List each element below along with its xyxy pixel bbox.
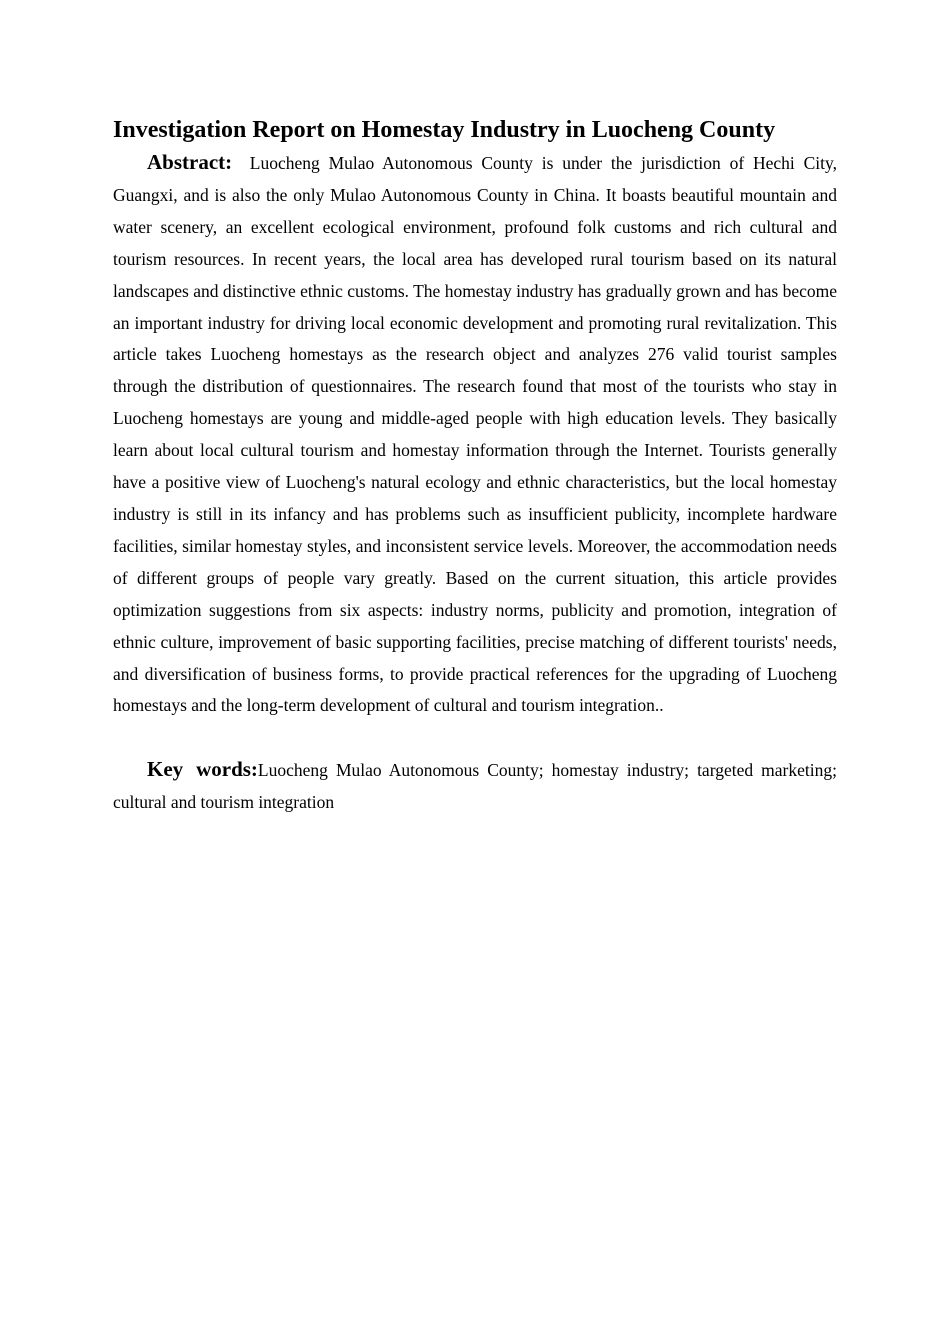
abstract-text: Luocheng Mulao Autonomous County is under the jurisdiction of Hechi City, Guangxi, and is also the only Mulao Autonomous County in China. It boasts beautiful mountain and water scenery, an excellent ecological environment, profound folk customs and rich cultural and tourism resources. In recent years, the local area has developed rural tourism based on its natural landscapes and distinctive ethnic customs. The homestay industry has gradually grown and has become an important industry for driving local economic development and promoting rural revitalization. This article takes Luocheng homestays as the research object and analyzes 276 valid tourist samples through the distribution of questionnaires. The research found that most of the tourists who stay in Luocheng homestays are young and middle-aged people with high education levels. They basically learn about local cultural tourism and homestay information through the Internet. Tourists generally have a positive view of Luocheng's natural ecology and ethnic characteristics, but the local homestay industry is still in its infancy and has problems such as insufficient publicity, incomplete hardware facilities, similar homestay styles, and inconsistent service levels. Moreover, the accommodation needs of different groups of people vary greatly. Based on the current situation, this article provides optimization suggestions from six aspects: industry norms, publicity and promotion, integration of ethnic culture, improvement of basic supporting facilities, precise matching of different tourists' needs, and diversification of business forms, to provide practical references for the upgrading of Luocheng homestays and the long-term development of cultural and tourism integration.. <box>113 153 837 716</box>
keywords-text: Luocheng Mulao Autonomous County; homestay industry; targeted marketing; cultural and tourism integration <box>113 760 837 813</box>
document-page <box>113 113 837 819</box>
abstract-paragraph <box>113 147 837 722</box>
document-title: Investigation Report on Homestay Industry in Luocheng County <box>113 117 776 143</box>
keywords-label: Key words: <box>147 757 258 782</box>
abstract-label: Abstract: <box>147 150 233 174</box>
keywords-paragraph <box>113 754 837 819</box>
